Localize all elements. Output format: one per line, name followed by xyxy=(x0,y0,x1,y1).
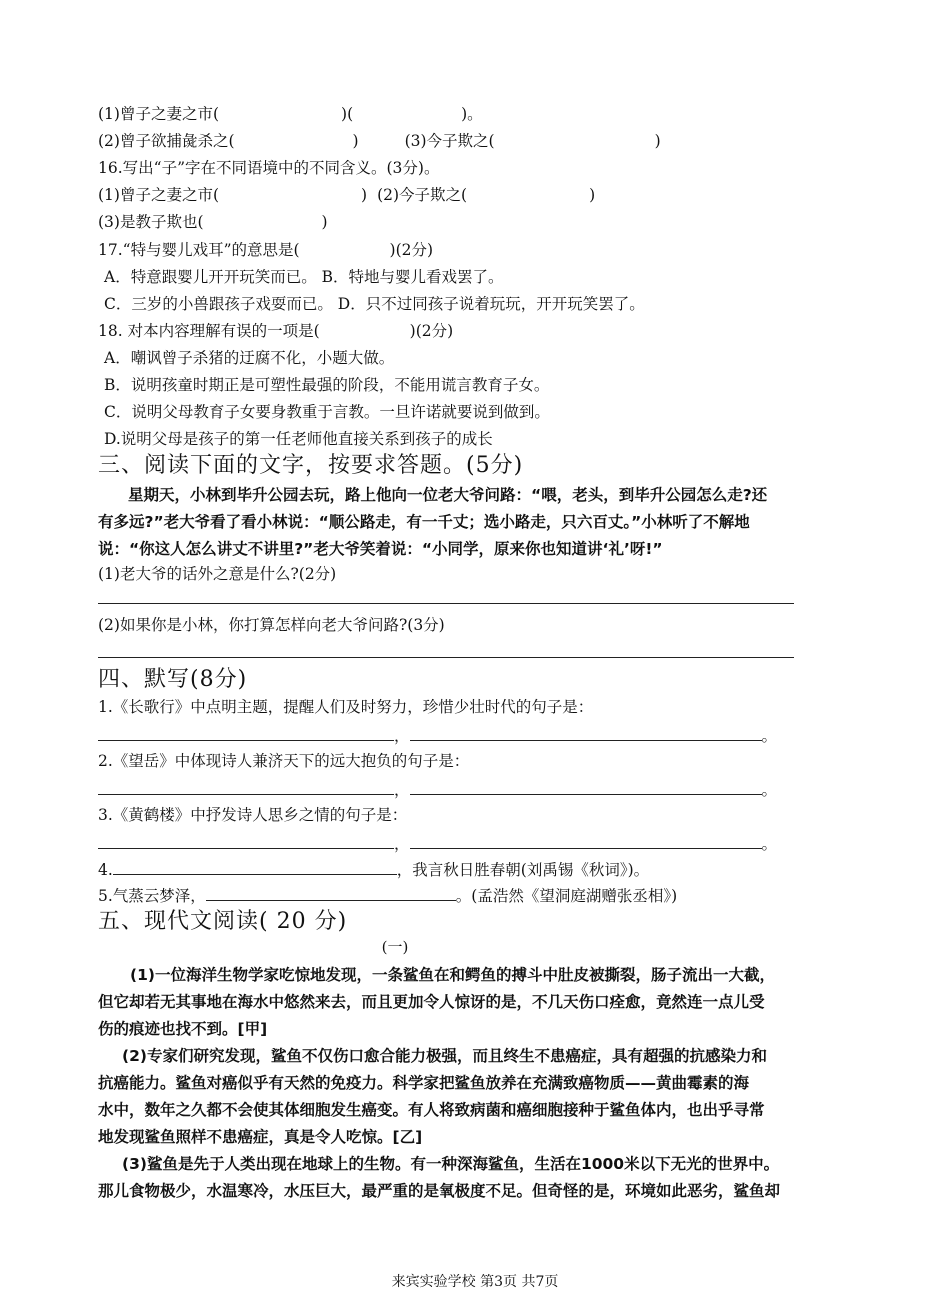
blank-line[interactable] xyxy=(98,778,394,795)
answer-line[interactable] xyxy=(98,603,794,604)
passage-p3-line1: (3)鲨鱼是先于人类出现在地球上的生物。有一种深海鲨鱼，生活在1000米以下无光的世界中。 xyxy=(122,1155,780,1173)
answer-line[interactable] xyxy=(98,657,794,658)
q15-line2-item3: (3)今子欺之( xyxy=(404,132,495,150)
section3-passage-line3: 说：“你这人怎么讲丈不讲里?”老大爷笑着说：“小同学，原来你也知道讲‘礼’呀!” xyxy=(98,540,663,558)
passage-p1-line1: (1)一位海洋生物学家吃惊地发现，一条鲨鱼在和鳄鱼的搏斗中肚皮被撕裂，肠子流出一大截， xyxy=(130,966,775,984)
q15-line2-end: ) xyxy=(654,132,661,150)
q16-item1: (1)曾子之妻之市( xyxy=(98,186,220,204)
recite-q5 xyxy=(98,884,677,907)
section4-heading: 四、默写(8分) xyxy=(98,667,248,692)
q16-item3: (3)是教子欺也( xyxy=(98,213,204,231)
passage-p1-line3: 伤的痕迹也找不到。[甲] xyxy=(98,1020,268,1038)
passage-p2-line4: 地发现鲨鱼照样不患癌症，真是令人吃惊。[乙] xyxy=(98,1128,423,1146)
passage-p1-line2: 但它却若无其事地在海水中悠然来去，而且更加令人惊讶的是，不几天伤口痊愈，竟然连一点儿受 xyxy=(98,993,765,1011)
q17-options-cd: C．三岁的小兽跟孩子戏耍而已。 D．只不过同孩子说着玩玩，开开玩笑罢了。 xyxy=(104,295,645,313)
recite-q4 xyxy=(98,858,649,881)
recite-q4-number: 4. xyxy=(98,861,113,879)
blank-line[interactable] xyxy=(113,858,397,875)
recite-q3: 3.《黄鹤楼》中抒发诗人思乡之情的句子是： xyxy=(98,806,408,824)
recite-q1: 1.《长歌行》中点明主题，提醒人们及时努力，珍惜少壮时代的句子是： xyxy=(98,698,594,716)
q18-title-text: 18. 对本内容理解有误的一项是( xyxy=(98,322,320,340)
q15-line2-close: ) xyxy=(352,132,359,150)
q15-line1-end: )。 xyxy=(461,105,483,123)
q18-option-d: D.说明父母是孩子的第一任老师他直接关系到孩子的成长 xyxy=(104,430,493,448)
section3-question1: (1)老大爷的话外之意是什么?(2分) xyxy=(98,565,337,583)
blank-line[interactable] xyxy=(98,724,394,741)
q16-item2-close: ) xyxy=(589,186,596,204)
passage-p2-line1: (2)专家们研究发现，鲨鱼不仅伤口愈合能力极强，而且终生不患癌症，具有超强的抗感染力和 xyxy=(122,1047,767,1065)
blank-line[interactable] xyxy=(206,884,456,901)
comma: ， xyxy=(394,835,410,853)
passage-p3-line2: 那儿食物极少，水温寒冷，水压巨大，最严重的是氧极度不足。但奇怪的是，环境如此恶劣，鲨鱼却 xyxy=(98,1182,781,1200)
section5-heading: 五、现代文阅读( 20 分) xyxy=(98,909,348,934)
q17-title xyxy=(98,239,433,261)
comma: ， xyxy=(394,781,410,799)
q15-line1 xyxy=(98,103,483,125)
q16-line2 xyxy=(98,211,328,233)
q18-title xyxy=(98,320,453,342)
blank-line[interactable] xyxy=(98,832,394,849)
q18-option-b: B．说明孩童时期正是可塑性最强的阶段，不能用谎言教育子女。 xyxy=(104,376,550,394)
section3-passage-line1: 星期天，小林到毕升公园去玩，路上他向一位老大爷问路：“喂，老头，到毕升公园怎么走?还 xyxy=(128,486,768,504)
q15-line1-mid: )( xyxy=(341,105,354,123)
recite-q4-text: ，我言秋日胜春朝(刘禹锡《秋词》)。 xyxy=(396,861,650,879)
q17-options-ab: A．特意跟婴儿开开玩笑而已。 B．特地与婴儿看戏罢了。 xyxy=(104,268,504,286)
q18-score: )(2分) xyxy=(409,322,454,340)
section3-heading: 三、阅读下面的文字，按要求答题。(5分) xyxy=(98,453,524,478)
section5-subheading: (一) xyxy=(381,938,409,956)
q15-line2-text: (2)曾子欲捕彘杀之( xyxy=(98,132,235,150)
q16-item1-close: ) xyxy=(361,186,368,204)
page-footer: 来宾实验学校 第3页 共7页 xyxy=(391,1274,559,1290)
q17-score: )(2分) xyxy=(389,241,434,259)
q16-line1 xyxy=(98,184,595,206)
period: 。 xyxy=(761,781,778,799)
blank-line[interactable] xyxy=(410,724,762,741)
period: 。 xyxy=(761,835,778,853)
passage-p2-line3: 水中，数年之久都不会使其体细胞发生癌变。有人将致病菌和癌细胞接种于鲨鱼体内，也出乎寻常 xyxy=(98,1101,765,1119)
q18-option-a: A．嘲讽曾子杀猪的迂腐不化，小题大做。 xyxy=(104,349,395,367)
q16-item2: (2)今子欺之( xyxy=(377,186,468,204)
q15-line2 xyxy=(98,130,661,152)
recite-q1-blanks xyxy=(98,724,777,747)
recite-q3-blanks xyxy=(98,832,777,855)
section3-passage-line2: 有多远?”老大爷看了看小林说：“顺公路走，有一千丈；选小路走，只六百丈。”小林听了不解地 xyxy=(98,513,750,531)
recite-q2-blanks xyxy=(98,778,777,801)
blank-line[interactable] xyxy=(410,778,762,795)
passage-p2-line2: 抗癌能力。鲨鱼对癌似乎有天然的免疫力。科学家把鲨鱼放养在充满致癌物质——黄曲霉素的海 xyxy=(98,1074,750,1092)
recite-q2: 2.《望岳》中体现诗人兼济天下的远大抱负的句子是： xyxy=(98,752,470,770)
q17-title-text: 17.“特与婴儿戏耳”的意思是( xyxy=(98,241,300,259)
recite-q5-source: 。(孟浩然《望洞庭湖赠张丞相》) xyxy=(455,887,678,905)
q15-line1-text: (1)曾子之妻之市( xyxy=(98,105,220,123)
comma: ， xyxy=(394,727,410,745)
q16-title: 16.写出“子”字在不同语境中的不同含义。(3分)。 xyxy=(98,159,440,177)
period: 。 xyxy=(761,727,778,745)
blank-line[interactable] xyxy=(410,832,762,849)
recite-q5-text: 5.气蒸云梦泽， xyxy=(98,887,206,905)
q16-item3-close: ) xyxy=(321,213,328,231)
section3-question2: (2)如果你是小林，你打算怎样向老大爷问路?(3分) xyxy=(98,616,445,634)
q18-option-c: C．说明父母教育子女要身教重于言教。一旦许诺就要说到做到。 xyxy=(104,403,550,421)
